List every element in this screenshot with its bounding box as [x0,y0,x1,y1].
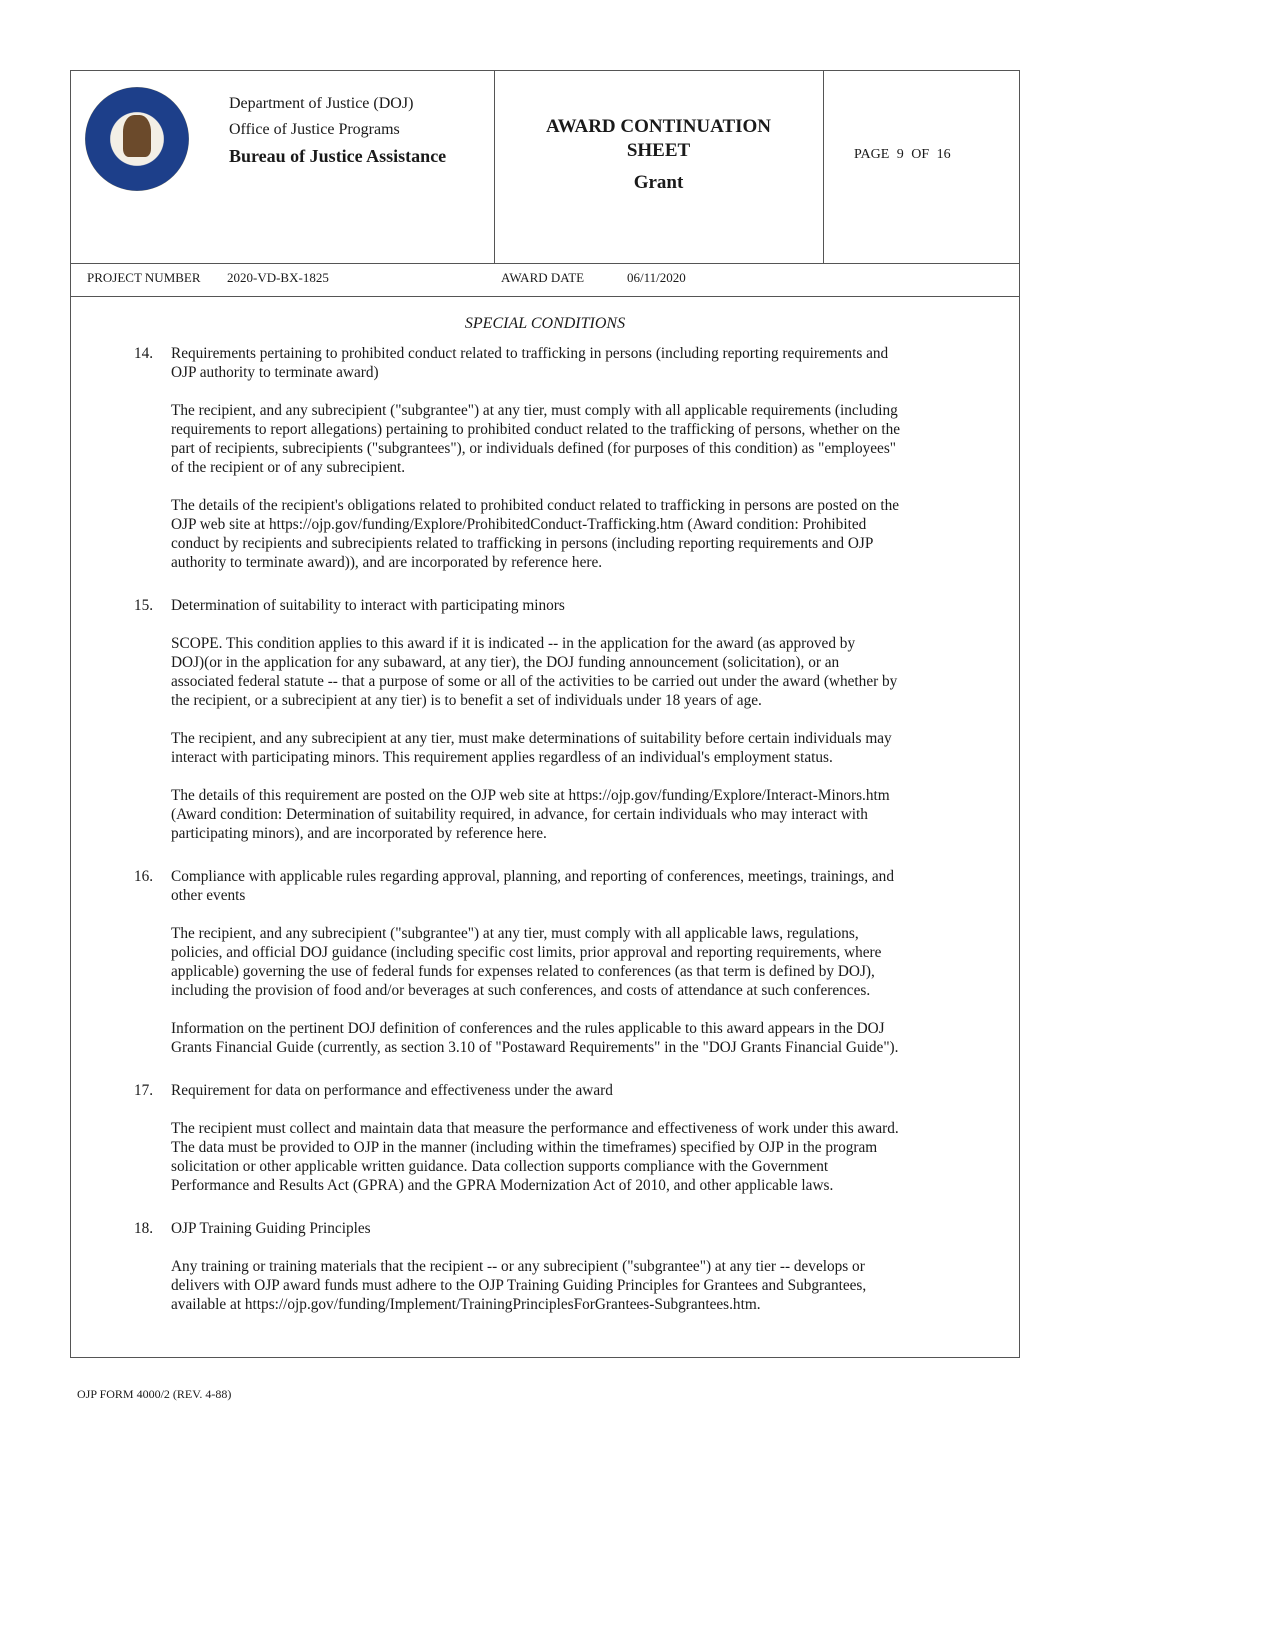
project-number-label: PROJECT NUMBER [87,270,201,285]
condition-item [134,1219,1014,1314]
condition-title [171,867,1014,905]
document-title [494,115,823,195]
condition-paragraph [171,401,1014,477]
doj-seal-logo [85,87,189,191]
text-line: Determination of suitability to interact with participating minors [171,597,565,614]
award-type: Grant [633,172,684,193]
condition-title [171,344,1014,382]
text-line: associated federal statute -- that a purpose of some or all of the activities to be carried out under the award (whether by [171,673,898,690]
title-line: SHEET [626,140,691,161]
condition-paragraph [171,1257,1014,1314]
text-line: OJP web site at https://ojp.gov/funding/Explore/ProhibitedConduct-Trafficking.htm (Award condition: Prohibited [171,516,867,533]
text-line: SCOPE. This condition applies to this award if it is indicated -- in the application for the award (as approved by [171,635,856,652]
condition-title [171,596,1014,615]
condition-number: 18. [134,1220,154,1237]
project-row [71,263,1019,297]
award-date-label: AWARD DATE [501,270,585,285]
condition-paragraph [171,786,1014,843]
agency-block [229,91,446,169]
text-line: Performance and Results Act (GPRA) and the GPRA Modernization Act of 2010, and other applicable laws. [171,1177,834,1194]
project-number: 2020-VD-BX-1825 [227,270,329,285]
condition-paragraph [171,729,1014,767]
condition-paragraph [171,634,1014,710]
award-sheet-frame [70,70,1020,1358]
title-line: AWARD CONTINUATION [545,116,772,137]
condition-title [171,1081,1014,1100]
condition-paragraph [171,496,1014,572]
condition-item [134,596,1014,843]
text-line: available at https://ojp.gov/funding/Implement/TrainingPrinciplesForGrantees-Subgrantees.htm. [171,1296,761,1313]
text-line: participating minors), and are incorporated by reference here. [171,825,547,842]
condition-item [134,867,1014,1057]
condition-paragraph [171,924,1014,1000]
condition-paragraph [171,1019,1014,1057]
condition-item [134,344,1014,572]
text-line: The details of the recipient's obligations related to prohibited conduct related to trafficking in persons are posted on the [171,497,900,514]
text-line: (Award condition: Determination of suitability required, in advance, for certain individuals who may interact with [171,806,868,823]
form-number: OJP FORM 4000/2 (REV. 4-88) [77,1387,232,1401]
condition-item [134,1081,1014,1195]
text-line: applicable) governing the use of federal funds for expenses related to conferences (as that term is defined by DOJ), [171,963,875,980]
condition-number: 15. [134,597,154,614]
text-line: delivers with OJP award funds must adhere to the OJP Training Guiding Principles for Grantees and Subgrantees, [171,1277,867,1294]
agency-office: Office of Justice Programs [229,121,400,138]
agency-department: Department of Justice (DOJ) [229,95,414,112]
text-line: Information on the pertinent DOJ definition of conferences and the rules applicable to this award appears in the DOJ [171,1020,885,1037]
text-line: authority to terminate award)), and are incorporated by reference here. [171,554,603,571]
divider [823,71,824,263]
text-line: OJP authority to terminate award) [171,364,379,381]
text-line: The recipient, and any subrecipient at any tier, must make determinations of suitability before certain individuals may [171,730,892,747]
text-line: the recipient, or a subrecipient at any tier) is to benefit a set of individuals under 18 years of age. [171,692,762,709]
text-line: The recipient, and any subrecipient ("subgrantee") at any tier, must comply with all applicable laws, regulations, [171,925,859,942]
header [71,71,1019,264]
text-line: Requirements pertaining to prohibited conduct related to trafficking in persons (including reporting requirements and [171,345,889,362]
text-line: The recipient must collect and maintain data that measure the performance and effectiveness of work under this award. [171,1120,899,1137]
text-line: Compliance with applicable rules regarding approval, planning, and reporting of conferences, meetings, trainings, and [171,868,894,885]
text-line: of the recipient or of any subrecipient. [171,459,406,476]
text-line: solicitation or other applicable written guidance. Data collection supports compliance with the Government [171,1158,829,1175]
agency-bureau: Bureau of Justice Assistance [229,146,447,166]
condition-title [171,1219,1014,1238]
section-title: SPECIAL CONDITIONS [464,315,626,332]
text-line: Any training or training materials that the recipient -- or any subrecipient ("subgrantee") at any tier -- develops or [171,1258,865,1275]
text-line: The details of this requirement are posted on the OJP web site at https://ojp.gov/funding/Explore/Interact-Minors.htm [171,787,890,804]
condition-number: 17. [134,1082,154,1099]
text-line: OJP Training Guiding Principles [171,1220,371,1237]
text-line: part of recipients, subrecipients ("subgrantees"), or individuals defined (for purposes of this condition) as "employees" [171,440,897,457]
text-line: conduct by recipients and subrecipients related to trafficking in persons (including reporting requirements and OJP [171,535,874,552]
text-line: The recipient, and any subrecipient ("subgrantee") at any tier, must comply with all applicable requirements (including [171,402,898,419]
text-line: The data must be provided to OJP in the manner (including within the timeframes) specified by OJP in the program [171,1139,878,1156]
award-date: 06/11/2020 [627,270,686,285]
text-line: including the provision of food and/or beverages at such conferences, and costs of attendance at such conferences. [171,982,871,999]
condition-paragraph [171,1119,1014,1195]
condition-number: 16. [134,868,154,885]
text-line: other events [171,887,246,904]
text-line: Requirement for data on performance and effectiveness under the award [171,1082,613,1099]
text-line: requirements to report allegations) pertaining to prohibited conduct related to the trafficking of persons, whether on the [171,421,901,438]
text-line: policies, and official DOJ guidance (including specific cost limits, prior approval and reporting requirements, where [171,944,882,961]
text-line: interact with participating minors. This requirement applies regardless of an individual's employment status. [171,749,833,766]
condition-number: 14. [134,345,154,362]
conditions-list [134,344,1014,1338]
text-line: Grants Financial Guide (currently, as section 3.10 of "Postaward Requirements" in the "DOJ Grants Financial Guide"). [171,1039,899,1056]
page-number: PAGE 9 OF 16 [854,147,951,162]
text-line: DOJ)(or in the application for any subaward, at any tier), the DOJ funding announcement (solicitation), or an [171,654,840,671]
